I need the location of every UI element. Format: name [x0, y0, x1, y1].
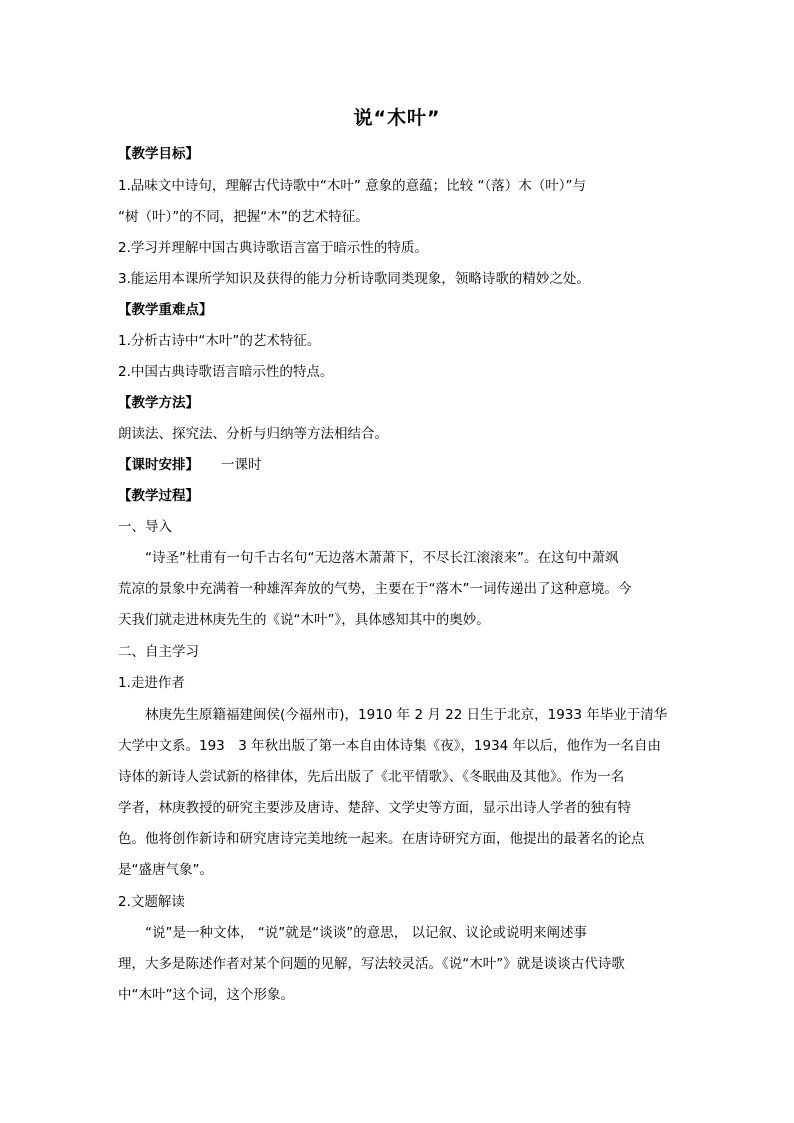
intro-line-3: 天我们就走进林庚先生的《说“木叶”》，具体感知其中的奥妙。: [118, 612, 490, 628]
page-title: 说“木叶”: [353, 107, 441, 129]
author-line-2: 大学中文系。193 3 年秋出版了第一本自由体诗集《夜》，1934 年以后，他作为一名自由: [118, 738, 662, 754]
method-heading: 【教学方法】: [118, 395, 199, 411]
intro-line-1: “诗圣”杜甫有一句千古名句“无边落木萧萧下，不尽长江滚滚来”。在这句中萧飒: [145, 550, 619, 566]
goal-1-line-2: “树（叶）”的不同，把握“木”的艺术特征。: [118, 209, 369, 225]
author-line-4: 学者，林庚教授的研究主要涉及唐诗、楚辞、文学史等方面，显示出诗人学者的独有特: [118, 800, 631, 816]
goal-1-line-1: 1.品味文中诗句，理解古代诗歌中“木叶” 意象的意蕴；比较 “（落）木（叶）”与: [118, 178, 586, 194]
topic-line-3: 中“木叶”这个词，这个形象。: [118, 987, 294, 1003]
intro-line-2: 荒凉的景象中充满着一种雄浑奔放的气势，主要在于“落木”一词传递出了这种意境。今: [118, 581, 632, 597]
schedule-value: 一课时: [221, 457, 262, 473]
topic-line-2: 理，大多是陈述作者对某个问题的见解，写法较灵活。《说“木叶”》就是谈谈古代诗歌: [118, 956, 625, 972]
goal-2: 2.学习并理解中国古典诗歌语言富于暗示性的特质。: [118, 240, 428, 256]
key-point-1: 1.分析古诗中“木叶”的艺术特征。: [118, 333, 321, 349]
goal-3: 3.能运用本课所学知识及获得的能力分析诗歌同类现象，领略诗歌的精妙之处。: [118, 271, 590, 287]
goals-heading: 【教学目标】: [118, 146, 199, 162]
key-points-heading: 【教学重难点】: [118, 302, 213, 318]
sub-section-1-heading: 1.走进作者: [118, 675, 185, 691]
part-2-heading: 二、自主学习: [118, 644, 199, 660]
method-text: 朗读法、探究法、分析与归纳等方法相结合。: [118, 426, 388, 442]
author-line-1: 林庚先生原籍福建闽侯(今福州市)，1910 年 2 月 22 日生于北京，1933 年毕业于清华: [145, 707, 668, 723]
topic-line-1: “说”是一种文体， “说”就是“谈谈”的意思， 以记叙、议论或说明来阐述事: [145, 925, 588, 941]
key-point-2: 2.中国古典诗歌语言暗示性的特点。: [118, 364, 334, 380]
sub-section-2-heading: 2.文题解读: [118, 894, 185, 910]
author-line-3: 诗体的新诗人尝试新的格律体，先后出版了《北平情歌》、《冬眠曲及其他》。作为一名: [118, 769, 625, 785]
process-heading: 【教学过程】: [118, 488, 199, 504]
schedule-row: [118, 455, 262, 475]
author-line-6: 是“盛唐气象”。: [118, 862, 213, 878]
schedule-heading: 【课时安排】: [118, 457, 199, 473]
author-line-5: 色。他将创作新诗和研究唐诗完美地统一起来。在唐诗研究方面，他提出的最著名的论点: [118, 831, 645, 847]
part-1-heading: 一、导入: [118, 519, 172, 535]
